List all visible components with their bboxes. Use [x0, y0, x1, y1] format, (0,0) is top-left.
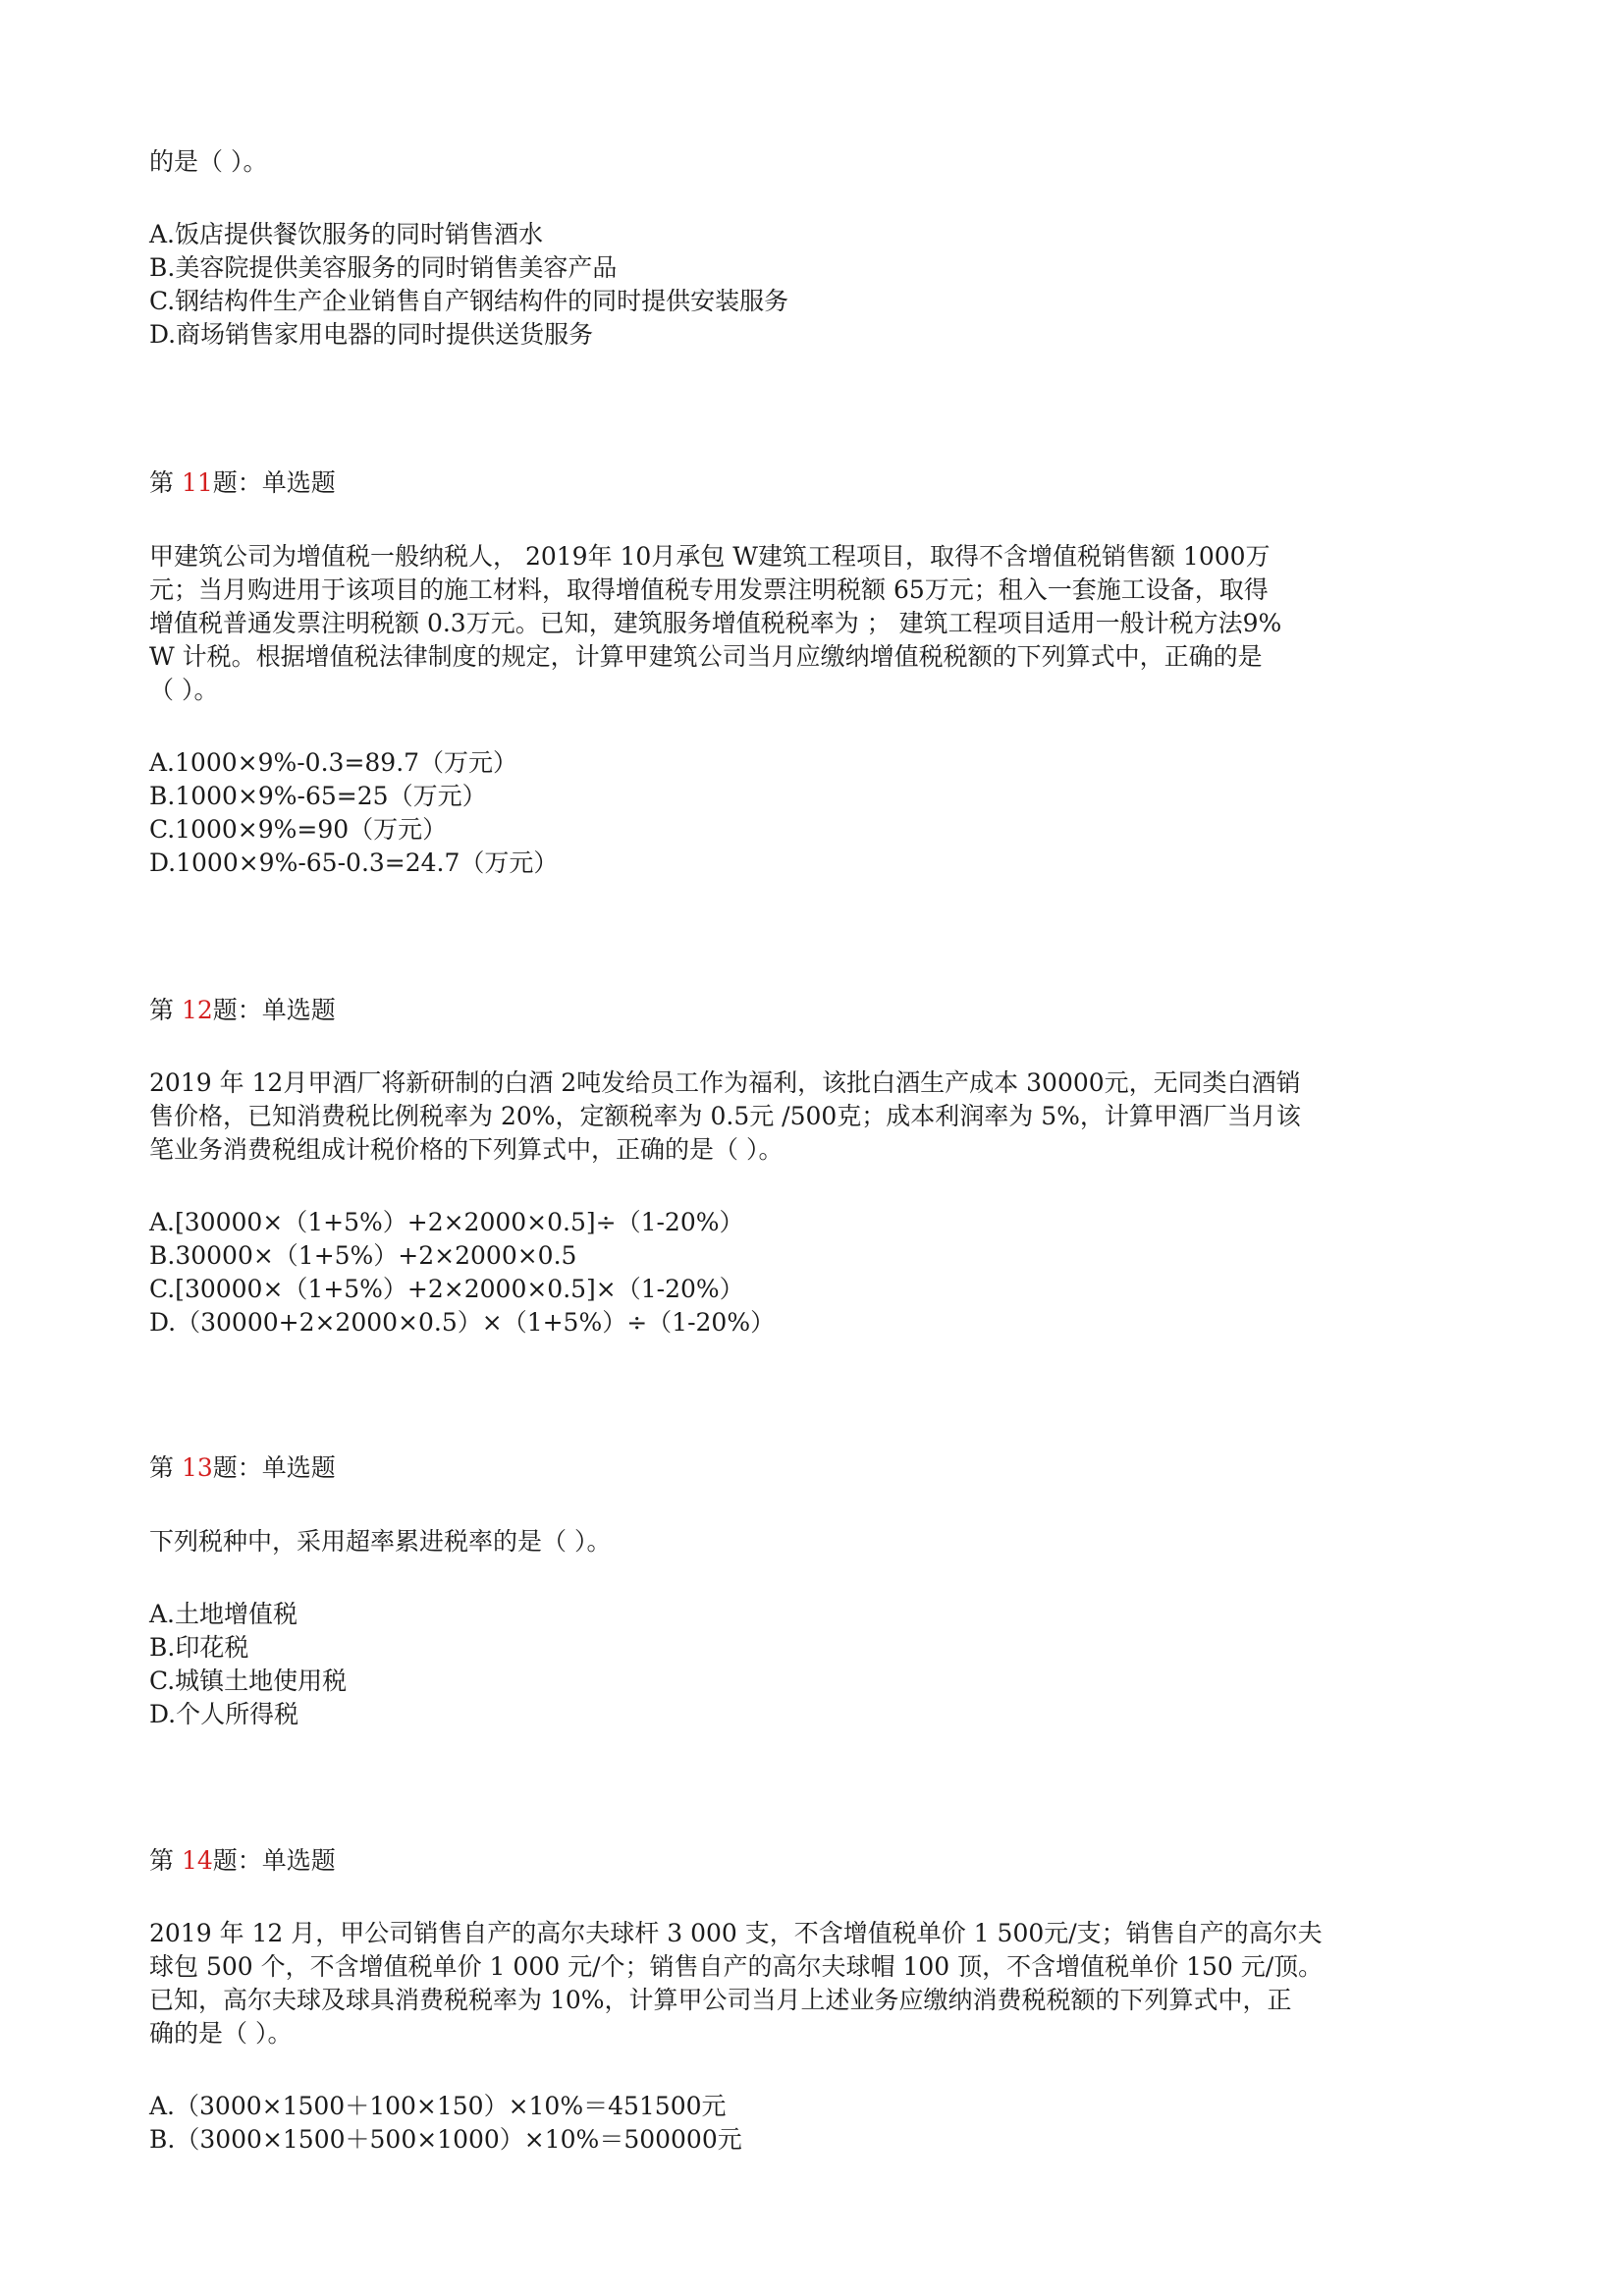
question-type: 题：单选题 [212, 468, 336, 497]
question-12-stem-line-2: 售价格，已知消费税比例税率为 20%，定额税率为 0.5元 /500克；成本利润率为 5%，计算甲酒厂当月该 [149, 1102, 1301, 1130]
question-11-option-d: D.1000×9%-65-0.3=24.7（万元） [149, 848, 559, 877]
question-11-stem-line-1: 甲建筑公司为增值税一般纳税人， 2019年 10月承包 W建筑工程项目，取得不含增值税销售额 1000万 [149, 542, 1271, 571]
question-14-option-b: B.（3000×1500＋500×1000）×10%＝500000元 [149, 2125, 742, 2154]
question-11-option-a: A.1000×9%-0.3=89.7（万元） [149, 748, 518, 777]
question-12-option-b: B.30000×（1+5%）+2×2000×0.5 [149, 1241, 577, 1270]
question-12-stem-line-3: 笔业务消费税组成计税价格的下列算式中，正确的是（ ）。 [149, 1135, 784, 1164]
question-14-stem-line-2: 球包 500 个，不含增值税单价 1 000 元/个；销售自产的高尔夫球帽 100 顶，不含增值税单价 150 元/顶。 [149, 1952, 1324, 1981]
question-prefix: 第 [149, 996, 175, 1024]
question-number: 11 [181, 468, 213, 497]
question-14-stem-line-4: 确的是（ ）。 [149, 2019, 293, 2048]
question-11-stem-line-4: W 计税。根据增值税法律制度的规定，计算甲建筑公司当月应缴纳增值税税额的下列算式中，正确的是 [149, 642, 1263, 671]
question-number: 14 [181, 1846, 213, 1875]
intro-option-c: C.钢结构件生产企业销售自产钢结构件的同时提供安装服务 [149, 287, 789, 315]
question-type: 题：单选题 [212, 1846, 336, 1875]
question-12-stem-line-1: 2019 年 12月甲酒厂将新研制的白酒 2吨发给员工作为福利，该批白酒生产成本 30000元，无同类白酒销 [149, 1068, 1301, 1097]
question-number: 13 [181, 1453, 213, 1482]
question-13-option-c: C.城镇土地使用税 [149, 1667, 348, 1695]
question-13-header [149, 1451, 336, 1485]
question-12-option-c: C.[30000×（1+5%）+2×2000×0.5]×（1-20%） [149, 1275, 744, 1303]
question-13-option-a: A.土地增值税 [149, 1600, 298, 1628]
intro-option-d: D.商场销售家用电器的同时提供送货服务 [149, 320, 594, 349]
question-13-stem-line-1: 下列税种中，采用超率累进税率的是（ ）。 [149, 1527, 612, 1556]
question-11-stem-line-2: 元；当月购进用于该项目的施工材料，取得增值税专用发票注明税额 65万元；租入一套施工设备，取得 [149, 575, 1269, 604]
question-14-stem-line-1: 2019 年 12 月，甲公司销售自产的高尔夫球杆 3 000 支，不含增值税单价 1 500元/支；销售自产的高尔夫 [149, 1919, 1323, 1947]
question-prefix: 第 [149, 1846, 175, 1875]
question-prefix: 第 [149, 1453, 175, 1482]
question-12-option-a: A.[30000×（1+5%）+2×2000×0.5]÷（1-20%） [149, 1208, 744, 1236]
question-prefix: 第 [149, 468, 175, 497]
question-number: 12 [181, 996, 213, 1024]
question-11-stem-line-3: 增值税普通发票注明税额 0.3万元。已知，建筑服务增值税税率为 ； 建筑工程项目适用一般计税方法9% [149, 609, 1282, 637]
question-11-header [149, 466, 336, 500]
question-type: 题：单选题 [212, 1453, 336, 1482]
question-11-option-b: B.1000×9%-65=25（万元） [149, 782, 487, 810]
question-14-header [149, 1844, 336, 1878]
question-type: 题：单选题 [212, 996, 336, 1024]
question-14-option-a: A.（3000×1500＋100×150）×10%＝451500元 [149, 2092, 727, 2120]
question-11-stem-line-5: （ ）。 [149, 676, 219, 704]
question-14-stem-line-3: 已知，高尔夫球及球具消费税税率为 10%，计算甲公司当月上述业务应缴纳消费税税额的下列算式中，正 [149, 1986, 1292, 2014]
question-13-option-d: D.个人所得税 [149, 1700, 299, 1728]
intro-option-a: A.饭店提供餐饮服务的同时销售酒水 [149, 220, 544, 248]
intro-option-b: B.美容院提供美容服务的同时销售美容产品 [149, 253, 618, 282]
question-12-option-d: D.（30000+2×2000×0.5）×（1+5%）÷（1-20%） [149, 1308, 776, 1337]
intro-stem-tail: 的是（ ）。 [149, 147, 268, 176]
question-11-option-c: C.1000×9%=90（万元） [149, 815, 448, 844]
question-12-header [149, 994, 336, 1027]
question-13-option-b: B.印花税 [149, 1633, 249, 1662]
